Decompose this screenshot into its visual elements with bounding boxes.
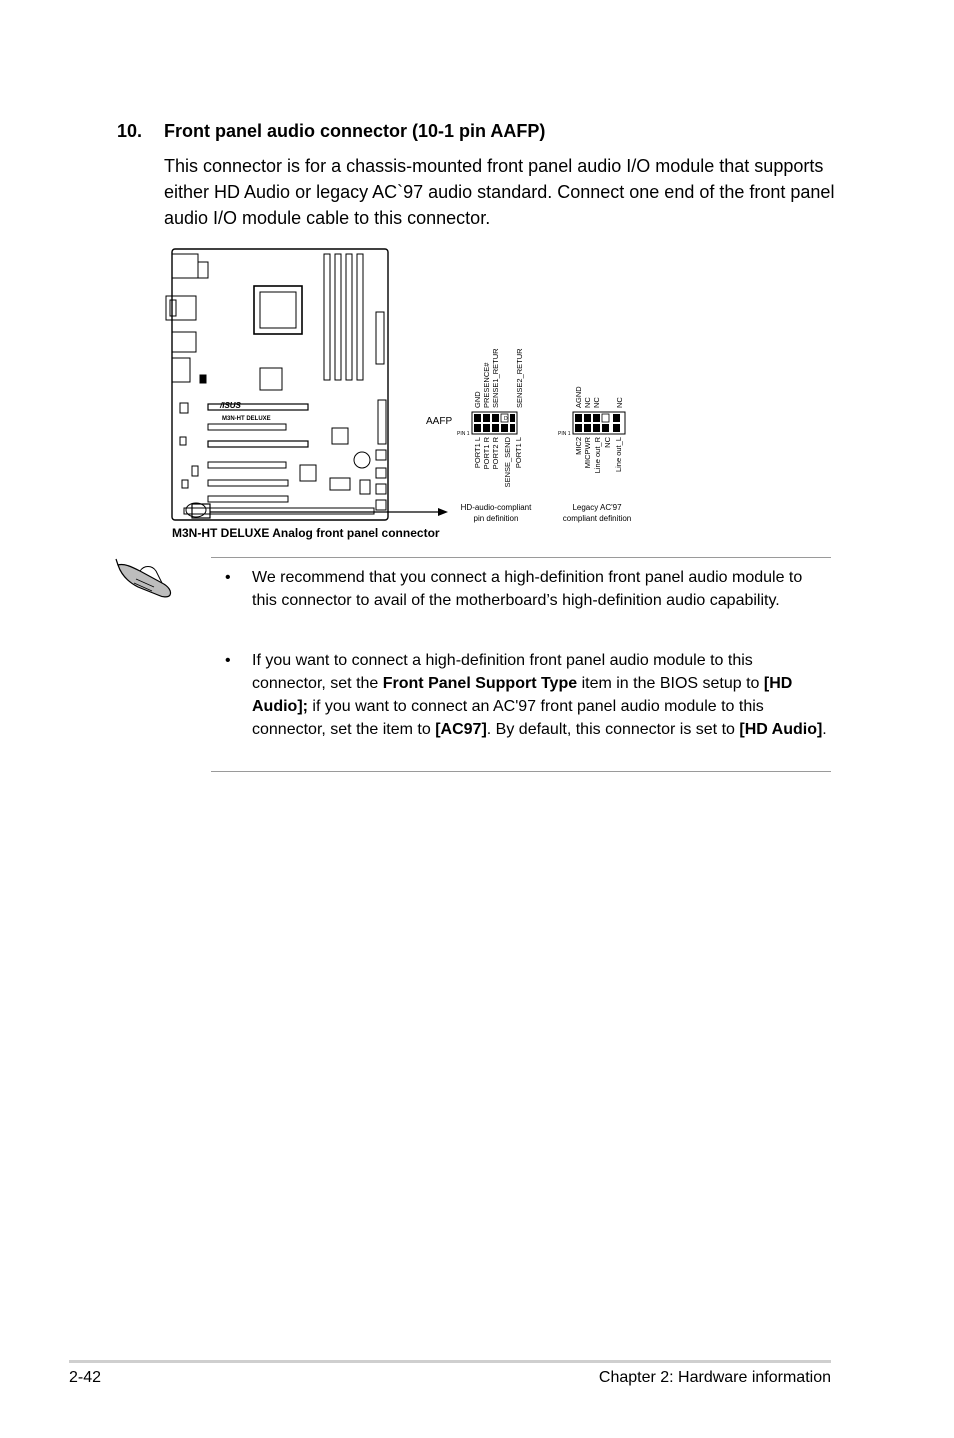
- ac97-bottom-label: MIC2: [574, 437, 583, 455]
- hd-bottom-label: PORT1 R: [482, 437, 491, 470]
- ac97-top-label: NC: [615, 397, 624, 408]
- ac97-top-label: NC: [583, 397, 592, 408]
- hd-top-label: SENSE1_RETUR: [491, 348, 500, 408]
- ac97-top-labels: [574, 386, 624, 408]
- section-intro: This connector is for a chassis-mounted front panel audio I/O module that supports either HD Audio or legacy AC`97 audio standard. Connect one end of the front panel audio I/O module cable to this connector.: [164, 156, 835, 228]
- note-top-rule: [211, 557, 831, 558]
- note-bullet: •: [225, 569, 231, 586]
- hd-pin1-label: PIN 1: [457, 431, 470, 437]
- svg-text:D: D: [504, 416, 508, 422]
- hd-top-labels: [473, 348, 524, 408]
- note-text: . By default, this connector is set to: [486, 721, 740, 738]
- note-bold-value: [HD Audio]: [739, 721, 823, 738]
- note-item: [211, 649, 831, 741]
- note-bold-value: [AC97]: [435, 721, 487, 738]
- ac97-bottom-label: MICPWR: [583, 437, 592, 469]
- hd-top-label: GND: [473, 391, 482, 408]
- figure-caption: M3N-HT DELUXE Analog front panel connector: [172, 526, 440, 540]
- note-text: item in the BIOS setup to: [577, 675, 764, 692]
- hd-top-label: SENSE2_RETUR: [515, 348, 524, 408]
- section-title: Front panel audio connector (10-1 pin AAFP): [164, 121, 546, 141]
- hd-bottom-label: SENSE_SEND: [503, 437, 512, 488]
- ac97-bottom-label: Line out_L: [614, 437, 623, 473]
- note-text: We recommend that you connect a high-definition front panel audio module to this connector to avail of the motherboard’s high-definition audio capability.: [252, 569, 803, 609]
- hd-bottom-label: PORT2 R: [491, 437, 500, 470]
- ac97-bottom-labels: [574, 436, 623, 473]
- ac97-pin-header: [558, 412, 625, 437]
- hd-caption-line1: HD-audio-compliant: [460, 503, 532, 512]
- hd-audio-pin-header: [457, 412, 517, 437]
- note-text: if you want to connect an AC'97 front panel audio module to this connector, set the item to: [252, 698, 764, 738]
- note-bold-setting: Front Panel Support Type: [382, 675, 578, 692]
- section-number: 10.: [117, 121, 143, 141]
- ac97-caption-line1: Legacy AC'97: [572, 503, 622, 512]
- aafp-label: AAFP: [426, 416, 453, 427]
- ac97-caption-line2: compliant definition: [562, 514, 632, 523]
- connector-figure: [150, 240, 650, 545]
- hand-pointing-icon: [114, 553, 176, 599]
- board-brand: /ISUS: [220, 401, 241, 410]
- hd-caption-line2: pin definition: [473, 514, 519, 523]
- chapter-title: Chapter 2: Hardware information: [598, 1369, 831, 1386]
- ac97-top-label: AGND: [574, 386, 583, 408]
- note-text: If you want to connect a high-definition front panel audio module to this connector, set the: [252, 652, 753, 692]
- ac97-pin1-label: PIN 1: [558, 431, 571, 437]
- note-bottom-rule: [211, 771, 831, 772]
- hd-bottom-labels: [473, 436, 523, 487]
- note-text: .: [822, 721, 827, 738]
- hd-bottom-label: PORT1 L: [473, 437, 482, 469]
- pointer-arrowhead: [438, 508, 448, 516]
- note-item: [211, 566, 831, 612]
- ac97-top-label: NC: [592, 397, 601, 408]
- hd-top-label: PRESENCE#: [482, 362, 491, 408]
- board-model: M3N-HT DELUXE: [222, 416, 271, 422]
- page-number: 2-42: [69, 1369, 102, 1386]
- note-bullet: •: [225, 652, 231, 669]
- note-bold-value: [HD Audio];: [252, 675, 793, 715]
- ac97-bottom-label: NC: [603, 437, 612, 448]
- hd-bottom-label: PORT1 L: [514, 437, 523, 469]
- motherboard-diagram: [166, 249, 388, 520]
- footer-rule: [69, 1360, 831, 1363]
- ac97-bottom-label: Line out_R: [593, 437, 602, 474]
